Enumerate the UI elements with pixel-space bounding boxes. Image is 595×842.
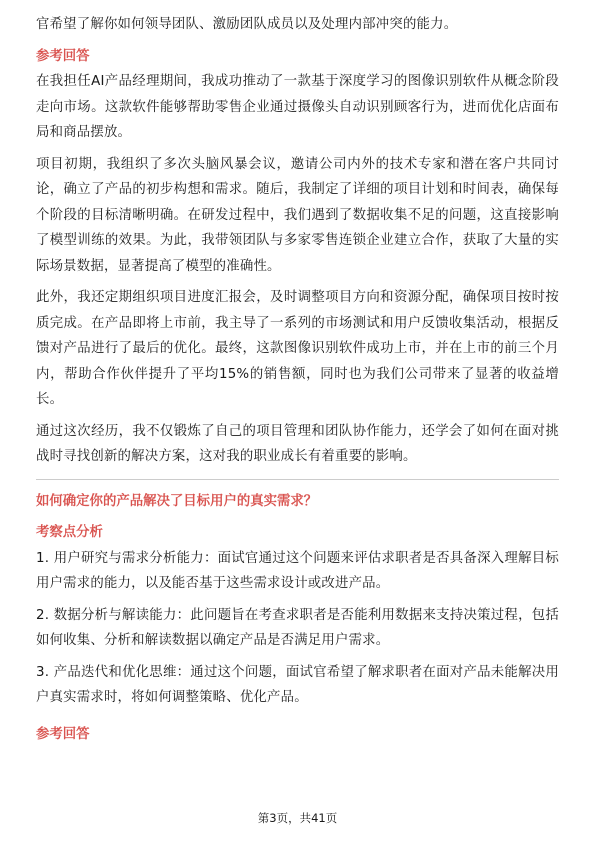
analysis-point: 2. 数据分析与解读能力：此问题旨在考查求职者是否能利用数据来支持决策过程，包括如何收集、分析和解读数据以确定产品是否满足用户需求。 — [36, 607, 559, 648]
reference-answer-label: 参考回答 — [36, 726, 90, 742]
answer-paragraph: 通过这次经历，我不仅锻炼了自己的项目管理和团队协作能力，还学会了如何在面对挑战时寻找创新的解决方案，这对我的职业成长有着重要的影响。 — [36, 423, 559, 464]
intro-tail-text: 官希望了解你如何领导团队、激励团队成员以及处理内部冲突的能力。 — [36, 17, 458, 32]
analysis-label: 考察点分析 — [36, 525, 103, 540]
analysis-point: 1. 用户研究与需求分析能力：面试官通过这个问题来评估求职者是否具备深入理解目标用户需求的能力，以及能否基于这些需求设计或改进产品。 — [36, 550, 559, 591]
answer-paragraph: 在我担任AI产品经理期间，我成功推动了一款基于深度学习的图像识别软件从概念阶段走向市场。这款软件能够帮助零售企业通过摄像头自动识别顾客行为，进而优化店面布局和商品摆放。 — [36, 74, 559, 140]
answer-paragraph: 此外，我还定期组织项目进度汇报会，及时调整项目方向和资源分配，确保项目按时按质完成。在产品即将上市前，我主导了一系列的市场测试和用户反馈收集活动，根据反馈对产品进行了最后的优化。最终，这款图像识别软件成功上市，并在上市的前三个月内，帮助合作伙伴提升了平均15%的销售额，同时也为我们公司带来了显著的收益增长。 — [36, 290, 559, 407]
page-content — [36, 12, 559, 747]
reference-answer-label: 参考回答 — [36, 48, 90, 64]
analysis-point: 3. 产品迭代和优化思维：通过这个问题，面试官希望了解求职者在面对产品未能解决用户真实需求时，将如何调整策略、优化产品。 — [36, 664, 559, 705]
question-title: 如何确定你的产品解决了目标用户的真实需求？ — [36, 493, 318, 509]
page-number: 第3页，共41页 — [257, 811, 338, 825]
answer-paragraph: 项目初期，我组织了多次头脑风暴会议，邀请公司内外的技术专家和潜在客户共同讨论，确立了产品的初步构想和需求。随后，我制定了详细的项目计划和时间表，确保每个阶段的目标清晰明确。在研发过程中，我们遇到了数据收集不足的问题，这直接影响了模型训练的效果。为此，我带领团队与多家零售连锁企业建立合作，获取了大量的实际场景数据，显著提高了模型的准确性。 — [36, 156, 559, 274]
